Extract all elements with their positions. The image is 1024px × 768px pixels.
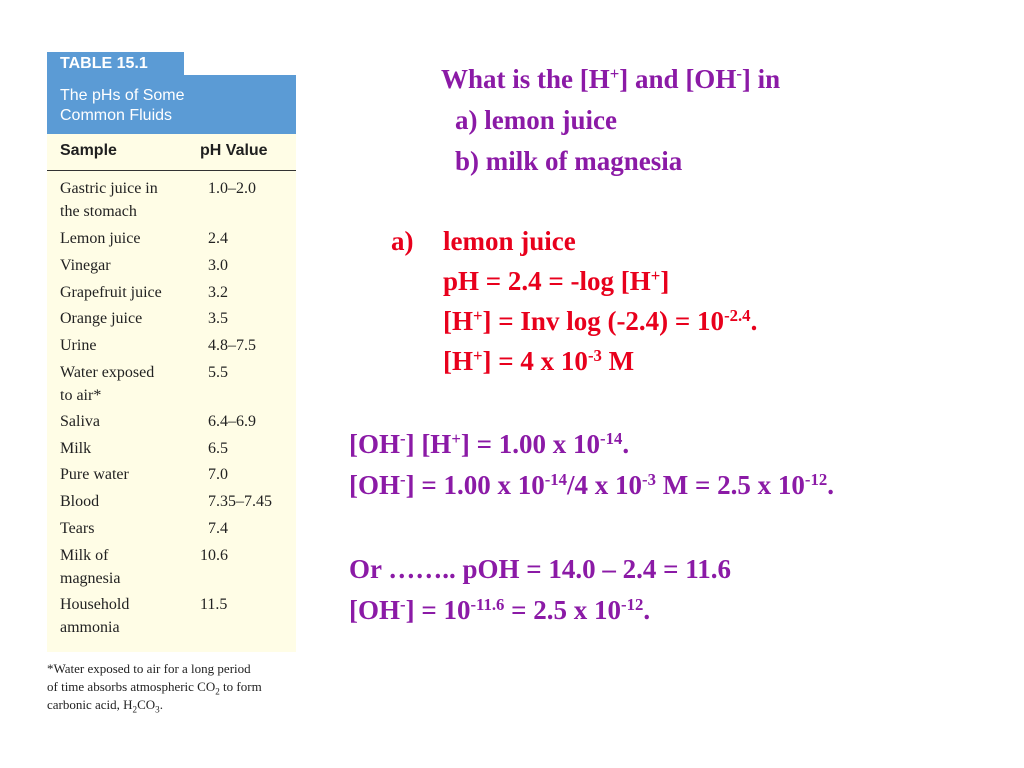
answer-line: pH = 2.4 = -log [H+] — [443, 265, 670, 296]
column-header-rule — [47, 170, 296, 171]
ph-value: 7.0 — [208, 466, 228, 483]
footnote-text: . — [159, 697, 163, 712]
table-title-line: Common Fluids — [60, 107, 173, 124]
ph-value: 7.4 — [208, 520, 228, 537]
ph-value: 6.4–6.9 — [208, 413, 256, 430]
footnote-line — [47, 696, 297, 714]
footnote-text: CO — [137, 697, 156, 712]
oh-line: [OH-] [H+] = 1.00 x $10^{-14}$. — [349, 428, 630, 459]
footnote-line: *Water exposed to air for a long period — [47, 661, 251, 676]
answer-marker: a) — [391, 226, 414, 256]
sample-name-line: Milk of — [60, 547, 109, 564]
sample-name-line: the stomach — [60, 203, 137, 220]
table-title-line: The pHs of Some — [60, 87, 185, 104]
sample-name: Tears — [60, 520, 95, 537]
question-part-a: a) lemon juice — [455, 105, 617, 135]
footnote-text: carbonic acid, H — [47, 697, 133, 712]
sample-name: Urine — [60, 337, 97, 354]
column-header-ph: pH Value — [200, 142, 268, 159]
sample-name: Pure water — [60, 466, 129, 483]
question-part-b: b) milk of magnesia — [455, 146, 683, 176]
answer-line: [H+] = 4 x $10^{-3}$ M — [443, 345, 635, 376]
ph-value: 4.8–7.5 — [208, 337, 256, 354]
sample-name: Milk — [60, 440, 92, 457]
sample-name-line: to air* — [60, 387, 102, 404]
table-label: TABLE 15.1 — [47, 52, 184, 76]
ph-value: 10.6 — [200, 547, 228, 564]
sample-name: Orange juice — [60, 310, 143, 327]
ph-value: 1.0–2.0 — [208, 180, 256, 197]
ph-value: 3.2 — [208, 284, 228, 301]
ph-value: 11.5 — [200, 596, 228, 613]
sample-name-line: ammonia — [60, 619, 120, 636]
alt-line: $[OH^-] = 10^{-11.6} = 2.5$ x $10^{-12}$. — [349, 594, 651, 625]
ph-table — [47, 134, 296, 652]
ph-value: 7.35–7.45 — [208, 493, 272, 510]
footnote-subscript: 2 — [132, 704, 138, 715]
sample-name: Saliva — [60, 413, 100, 430]
sample-name — [60, 361, 200, 407]
footnote-text: to form — [219, 679, 262, 694]
footnote-subscript: 3 — [155, 704, 160, 715]
sample-name: Blood — [60, 493, 100, 510]
sample-name: Vinegar — [60, 257, 111, 274]
ph-value: 3.5 — [208, 310, 228, 327]
footnote-subscript: 2 — [215, 686, 220, 697]
table-title — [47, 77, 296, 134]
ph-value: 6.5 — [208, 440, 228, 457]
ph-value: 3.0 — [208, 257, 228, 274]
table-column-headers — [47, 134, 296, 170]
sample-name: Lemon juice — [60, 230, 141, 247]
footnote-line — [47, 678, 297, 696]
sample-name: Grapefruit juice — [60, 284, 162, 301]
footnote-text: of time absorbs atmospheric CO — [47, 679, 216, 694]
answer-line: [H+] = Inv $\log (-2.4) = 10^{-2.4}$. — [443, 305, 758, 336]
ph-value: 5.5 — [208, 364, 228, 381]
question-line: What is the [H+] and [OH-] in — [441, 63, 781, 94]
table-footnote — [47, 660, 297, 714]
sample-name — [60, 177, 200, 223]
oh-line: [OH-] = 1.00 x $10^{-14}/4$ x $10^{-3}$ M = 2.5 x $10^{-12}$. — [349, 469, 834, 500]
alt-line: Or …….. pOH = 14.0 – 2.4 = 11.6 — [349, 554, 732, 584]
answer-heading: lemon juice — [443, 226, 576, 256]
sample-name-line: Water exposed — [60, 364, 155, 381]
ph-value: 2.4 — [208, 230, 228, 247]
sample-name-line: magnesia — [60, 570, 121, 587]
sample-name-line: Household — [60, 596, 130, 613]
sample-name — [60, 544, 200, 590]
sample-name-line: Gastric juice in — [60, 180, 158, 197]
column-header-sample: Sample — [60, 142, 117, 159]
sample-name — [60, 593, 200, 639]
